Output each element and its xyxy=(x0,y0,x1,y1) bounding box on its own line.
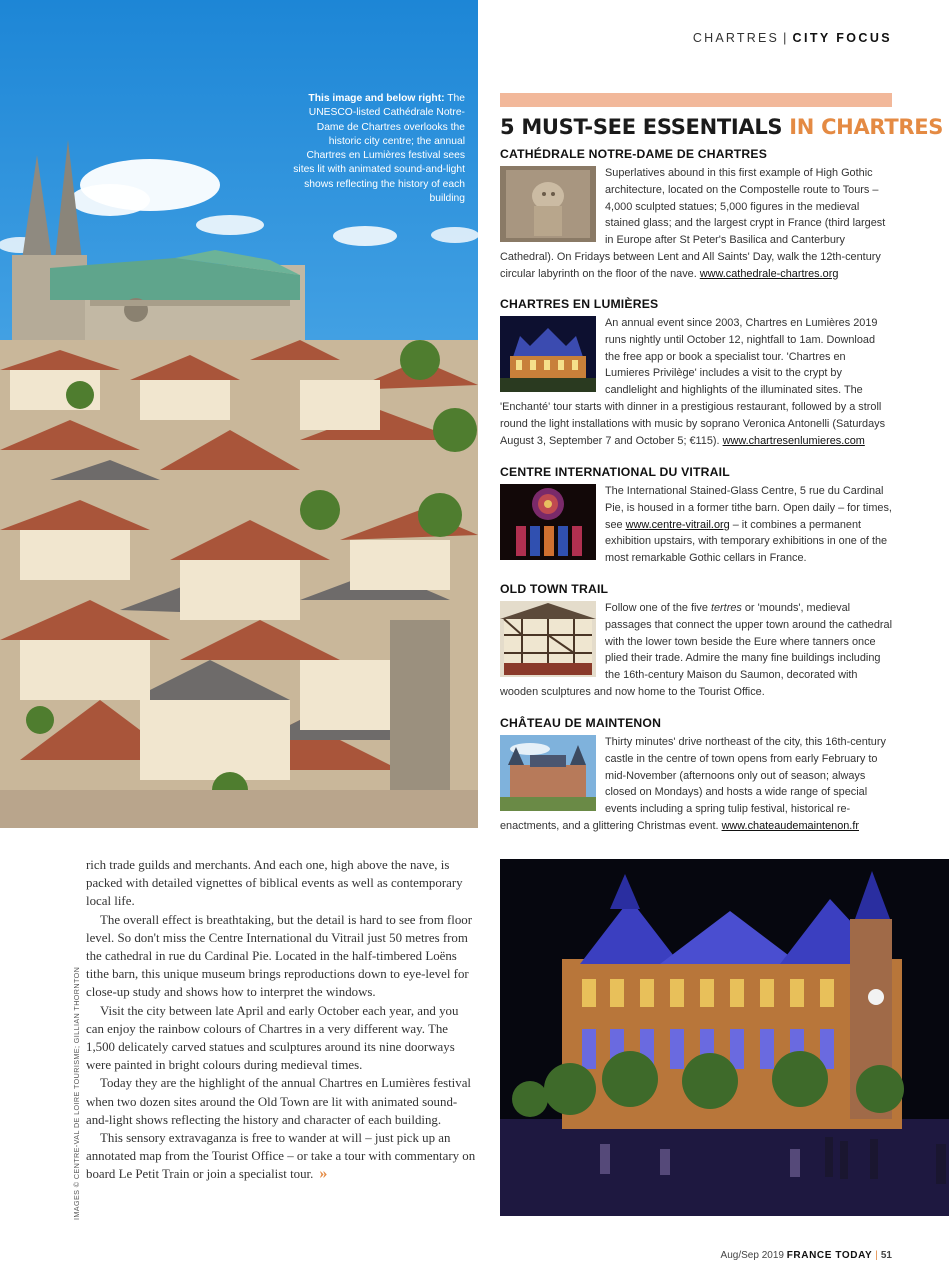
hero-caption xyxy=(290,92,465,206)
accent-bar xyxy=(500,93,892,107)
link-lumieres[interactable]: www.chartresenlumieres.com xyxy=(722,434,865,447)
title-accent: IN CHARTRES xyxy=(789,115,944,139)
page-number: 51 xyxy=(880,1250,892,1261)
section-body-before: Follow one of the five xyxy=(605,602,711,614)
thumb-stained-glass xyxy=(500,484,596,560)
essential-old-town xyxy=(500,582,892,701)
essential-maintenon xyxy=(500,716,892,835)
photo-lumieres-night xyxy=(500,859,949,1216)
thumb-lumieres-night xyxy=(500,316,596,392)
section-body-before: The International Stained-Glass Centre, 5 rue du Cardinal Pie, is housed in a former tithe barn. Open daily – for times, see xyxy=(605,485,892,531)
article-body xyxy=(86,856,476,1184)
end-mark: » xyxy=(319,1165,328,1183)
paragraph: The overall effect is breathtaking, but the detail is hard to see from floor level. So don't miss the Centre International du Vitrail just 50 metres from the cathedral in rue du Cardinal Pie. Located in the half-timbered Loëns tithe barn, this unique museum brings reproductions down to eye-level for close-up study and shows how to interpret the windows. xyxy=(86,912,473,1000)
header-city: CHARTRES xyxy=(692,31,780,45)
footer-issue: Aug/Sep 2019 xyxy=(720,1250,784,1261)
hero-photo-cathedral xyxy=(0,0,478,828)
footer-separator: | xyxy=(875,1250,878,1261)
hero-caption-text: The UNESCO-listed Cathédrale Notre-Dame de Chartres overlooks the historic city centre; the annual Chartres en Lumières festival sees sites lit with animated sound-and-light shows reflecting the history of each building xyxy=(293,93,465,205)
paragraph: Today they are the highlight of the annual Chartres en Lumières festival when two dozen sites around the Old Town are lit with animated sound-and-light shows reflecting the history and character of each building. xyxy=(86,1076,472,1127)
link-cathedral[interactable]: www.cathedrale-chartres.org xyxy=(699,267,839,280)
section-header xyxy=(693,31,892,45)
section-body-after: – it combines a permanent exhibition upstairs, with temporary exhibitions in one of the most remarkable Gothic cellars in France. xyxy=(605,518,888,565)
paragraph: rich trade guilds and merchants. And each one, high above the nave, is packed with detailed vignettes of biblical events as well as contemporary local life. xyxy=(86,858,463,909)
footer-magazine: FRANCE TODAY xyxy=(786,1250,873,1261)
thumb-cathedral-sculpture xyxy=(500,166,596,242)
page-title xyxy=(500,115,943,139)
section-body: An annual event since 2003, Chartres en Lumières 2019 runs nightly until October 12, nightfall to 1am. Download the free app or book a specialist tour. 'Chartres en Lumieres Privilège' includes a visit to the crypt by candlelight and highlights of the illuminated sites. The 'Enchanté' tour starts with dinner in a prestigious restaurant, followed by a stroll round the light installations with music by soprano Veronica Antonelli (Saturdays August 3, September 7 and October 5; €115). xyxy=(500,317,886,447)
essential-cathedral xyxy=(500,147,892,283)
title-main: 5 MUST-SEE ESSENTIALS xyxy=(500,115,790,139)
thumb-chateau xyxy=(500,735,596,811)
section-heading: CHÂTEAU DE MAINTENON xyxy=(500,716,662,730)
paragraph-last xyxy=(86,1129,476,1184)
section-italic: tertres xyxy=(710,602,742,614)
essential-vitrail xyxy=(500,465,892,567)
page-footer xyxy=(721,1250,892,1261)
essential-lumieres xyxy=(500,297,892,449)
paragraph: Visit the city between late April and early October each year, and you can enjoy the rainbow colours of Chartres in a very different way. The 1,500 delicately carved statues and sculptures around its nine doorways were painted in bright colours during medieval times. xyxy=(86,1003,459,1073)
section-heading: OLD TOWN TRAIL xyxy=(500,582,609,596)
section-heading: CATHÉDRALE NOTRE-DAME DE CHARTRES xyxy=(500,147,768,161)
thumb-half-timbered xyxy=(500,601,596,677)
section-heading: CENTRE INTERNATIONAL DU VITRAIL xyxy=(500,465,730,479)
section-body-after: or 'mounds', medieval passages that connect the upper town around the cathedral with the lower town beside the Eure where tanners once plied their trade. Admire the many fine buildings including the 16th-century Maison du Saumon, decorated with wooden sculptures and now home to the Tourist Office. xyxy=(500,602,892,698)
section-body: Thirty minutes' drive northeast of the city, this 16th-century castle in the centre of town opens from early February to mid-November (afternoons only out of season; always closed on Mondays) and hosts a wide range of special events including a spring tulip festival, historical re-enactments, and a glittering Christmas event. xyxy=(500,736,886,832)
photo-credit: IMAGES © CENTRE-VAL DE LOIRE TOURISME; GILLIAN THORNTON xyxy=(72,966,81,1220)
section-body: Superlatives abound in this first example of High Gothic architecture, located on the Compostelle route to Tours – 4,000 sculpted statues; 5,000 figures in the medieval stained glass; and the largest crypt in France (third largest in Europe after St Peter's Basilica and Canterbury Cathedral). On Fridays between Lent and All Saints' Day, walk the 12th-century circular labyrinth on the floor of the nave. xyxy=(500,167,886,280)
header-section: CITY FOCUS xyxy=(792,31,892,45)
hero-caption-bold: This image and below right: xyxy=(308,93,445,104)
link-vitrail[interactable]: www.centre-vitrail.org xyxy=(625,518,730,531)
section-heading: CHARTRES EN LUMIÈRES xyxy=(500,297,659,311)
paragraph-text: This sensory extravaganza is free to wander at will – just pick up an annotated map from the Tourist Office – or take a tour with commentary on board Le Petit Train or join a specialist tour. xyxy=(86,1131,476,1182)
header-separator: | xyxy=(783,31,789,45)
link-maintenon[interactable]: www.chateaudemaintenon.fr xyxy=(721,819,859,832)
